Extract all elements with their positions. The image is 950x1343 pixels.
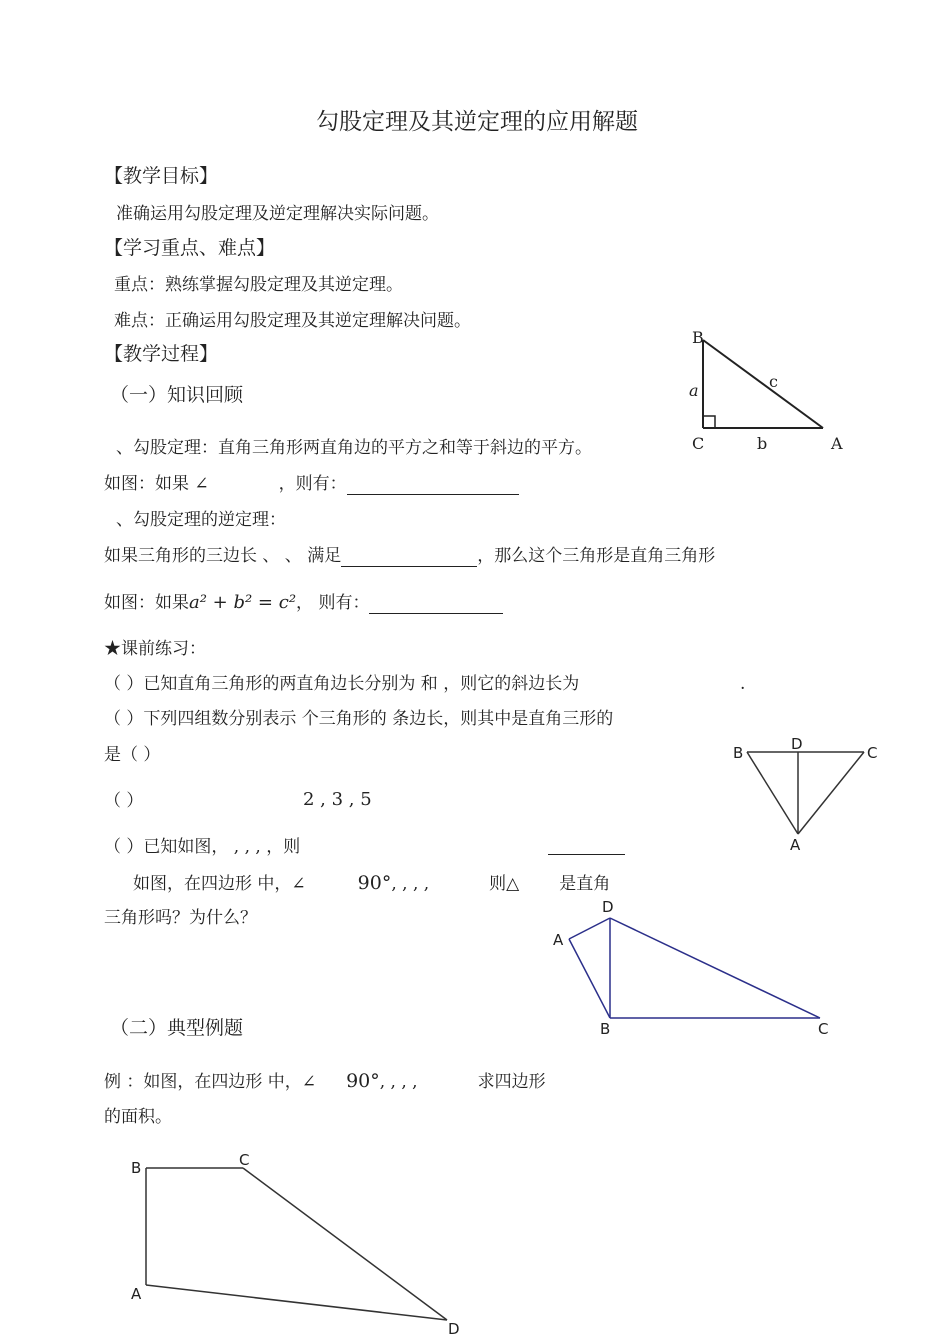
fig4-label-a: A xyxy=(131,1285,142,1303)
if-line-2-a: 如图：如果 xyxy=(104,593,189,613)
fig1-label-b: B xyxy=(692,328,704,347)
practice-heading: ★课前练习： xyxy=(104,639,206,659)
question-2-numbers: 2 , 3 , 5 xyxy=(303,789,372,810)
example-deg: 90° xyxy=(346,1070,380,1092)
fig3-label-c: C xyxy=(818,1020,829,1038)
question-4-c: 则△ xyxy=(489,874,520,894)
fig1-label-c: C xyxy=(692,434,705,453)
figure-triangle-altitude xyxy=(747,752,864,834)
fig1-label-a: A xyxy=(831,434,843,453)
objectives-heading: 【教学目标】 xyxy=(104,165,219,187)
figure-right-triangle xyxy=(703,340,823,428)
question-2-option: （ ） xyxy=(104,791,144,811)
review-heading: （一）知识回顾 xyxy=(110,384,244,406)
fig4-label-c: C xyxy=(239,1151,250,1169)
examples-heading: （二）典型例题 xyxy=(110,1017,244,1039)
fig3-label-d: D xyxy=(602,898,614,916)
example-a: 例 ：如图，在四边形 中，∠ xyxy=(104,1072,317,1092)
question-1-end: . xyxy=(740,674,746,694)
if-line-2-b: ， 则有： xyxy=(296,593,370,613)
question-4-a: 如图，在四边形 中，∠ xyxy=(133,874,306,894)
fig4-label-d: D xyxy=(448,1320,460,1338)
fig2-label-b: B xyxy=(733,744,744,762)
formula: a² + b² = c² xyxy=(189,592,297,613)
fig3-label-b: B xyxy=(600,1020,611,1038)
if-line-1-b: ，则有： xyxy=(278,474,347,494)
question-1: （ ）已知直角三角形的两直角边长分别为 和 ，则它的斜边长为 xyxy=(104,674,580,694)
objectives-text: 准确运用勾股定理及逆定理解决实际问题。 xyxy=(116,204,439,224)
difficulty-text: 难点：正确运用勾股定理及其逆定理解决问题。 xyxy=(114,311,471,331)
key-points-heading: 【学习重点、难点】 xyxy=(104,237,276,259)
fig1-side-b: b xyxy=(757,434,768,453)
fig3-label-a: A xyxy=(553,931,564,949)
page-title: 勾股定理及其逆定理的应用解题 xyxy=(316,109,638,135)
fig2-label-a: A xyxy=(790,836,801,854)
question-3: （ ）已知如图， , , , ，则 xyxy=(104,837,301,857)
fig2-label-c: C xyxy=(867,744,878,762)
fig1-side-a: a xyxy=(689,381,699,400)
question-2-cont: 是（ ） xyxy=(104,745,161,765)
converse-b: ，那么这个三角形是直角三角形 xyxy=(477,546,716,566)
figure-quadrilateral-2 xyxy=(146,1168,447,1320)
question-4-cont: 三角形吗？为什么？ xyxy=(104,908,257,928)
theorem-2: 、勾股定理的逆定理： xyxy=(116,510,286,530)
fig1-side-c: c xyxy=(769,372,778,391)
fig4-label-b: B xyxy=(131,1159,142,1177)
converse-a: 如果三角形的三边长 、 、 满足 xyxy=(104,546,342,566)
example-b: , , , , xyxy=(379,1072,418,1092)
if-line-1-a: 如图：如果 ∠ xyxy=(104,474,209,494)
key-point-text: 重点：熟练掌握勾股定理及其逆定理。 xyxy=(114,275,403,295)
figure-quadrilateral-1 xyxy=(569,918,820,1018)
question-2: （ ）下列四组数分别表示 个三角形的 条边长，则其中是直角三形的 xyxy=(104,709,614,729)
process-heading: 【教学过程】 xyxy=(104,343,219,365)
question-4-d: 是直角 xyxy=(559,874,611,894)
question-4-deg: 90° xyxy=(357,872,392,894)
question-4-b: , , , , xyxy=(391,874,430,894)
theorem-1: 、勾股定理：直角三角形两直角边的平方之和等于斜边的平方。 xyxy=(116,438,592,458)
example-cont: 的面积。 xyxy=(104,1107,172,1127)
fig2-label-d: D xyxy=(791,735,803,753)
example-c: 求四边形 xyxy=(477,1072,546,1092)
